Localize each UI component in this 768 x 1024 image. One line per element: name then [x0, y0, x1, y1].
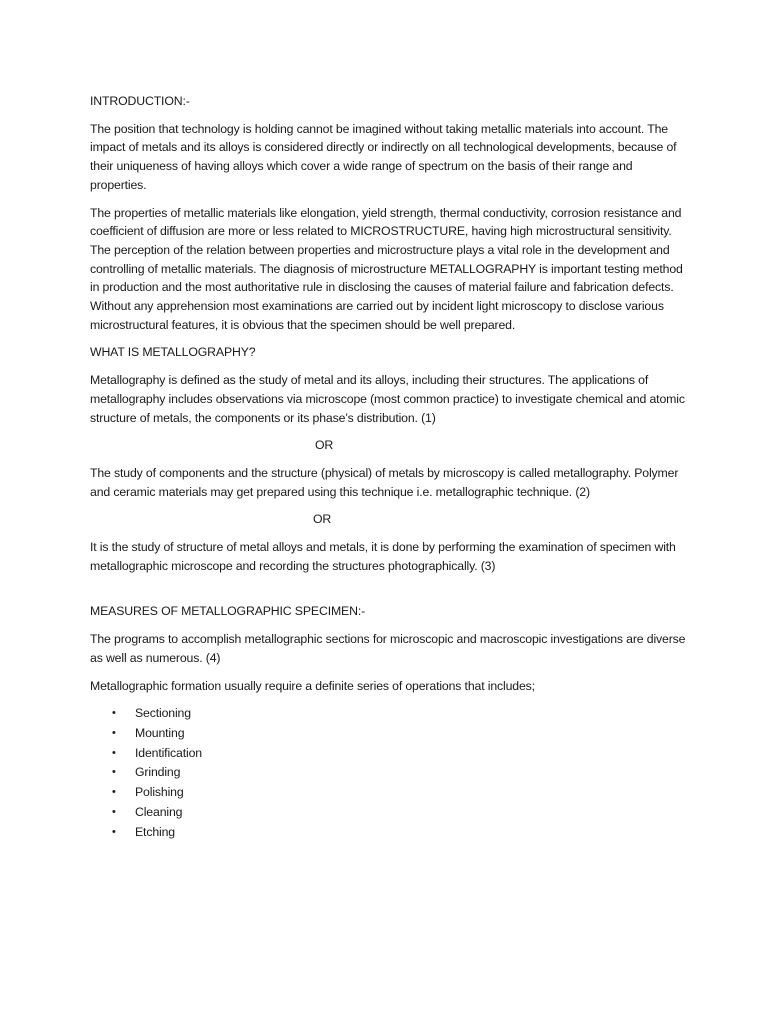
operation-label: Sectioning: [135, 706, 191, 721]
spacer: [90, 584, 690, 602]
operation-label: Grinding: [135, 765, 181, 780]
intro-paragraph-2: The properties of metallic materials like elongation, yield strength, thermal conductivity, corrosion resistance and coefficient of diffusion are more or less related to MICROSTRUCTURE, having high microstructural sensitivity. The perception of the relation between properties and microstructure plays a vital role in the development and controlling of metallic materials. The diagnosis of microstructure METALLOGRAPHY is important testing method in production and the most authoritative rule in disclosing the causes of material failure and fabrication defects. Without any apprehension most examinations are carried out by incident light microscopy to disclose various microstructural features, it is obvious that the specimen should be well prepared.: [90, 205, 683, 332]
list-item: [90, 783, 690, 803]
list-item: [90, 704, 690, 724]
bullet-icon: •: [112, 805, 116, 818]
bullet-icon: •: [112, 707, 116, 720]
intro-heading: INTRODUCTION:-: [90, 94, 190, 108]
measures-heading: MEASURES OF METALLOGRAPHIC SPECIMEN:-: [90, 604, 366, 619]
operation-label: Mounting: [135, 725, 185, 740]
operation-label: Cleaning: [135, 804, 183, 819]
document-page: [90, 92, 690, 842]
list-item: [90, 724, 690, 744]
list-item: [90, 763, 690, 783]
list-item: [90, 823, 690, 843]
or-separator-1: OR: [315, 438, 334, 453]
bullet-icon: •: [112, 766, 116, 779]
bullet-icon: •: [112, 746, 116, 759]
list-item: [90, 803, 690, 823]
intro-paragraph-1: The position that technology is holding cannot be imagined without taking metallic materials into account. The impact of metals and its alloys is considered directly or indirectly on all technological developments, because of their uniqueness of having alloys which cover a wide range of spectrum on the basis of their range and properties.: [90, 121, 677, 192]
definition-1: Metallography is defined as the study of metal and its alloys, including their structures. The applications of metallography includes observations via microscope (most common practice) to investigate chemical and atomic structure of metals, the components or its phase’s distribution. (1): [90, 373, 685, 425]
definition-3: It is the study of structure of metal alloys and metals, it is done by performing the examination of specimen with metallographic microscope and recording the structures photographically. (3): [90, 540, 676, 573]
list-item: [90, 744, 690, 764]
measures-paragraph-2: Metallographic formation usually require a definite series of operations that includes;: [90, 678, 535, 693]
operation-label: Polishing: [135, 785, 184, 800]
what-is-metallography-heading: WHAT IS METALLOGRAPHY?: [90, 345, 256, 360]
operations-list: [90, 704, 690, 842]
bullet-icon: •: [112, 825, 116, 838]
operation-label: Etching: [135, 824, 175, 839]
measures-paragraph-1: The programs to accomplish metallographic sections for microscopic and macroscopic investigations are diverse as well as numerous. (4): [90, 632, 686, 665]
or-separator-2: OR: [313, 512, 332, 527]
bullet-icon: •: [112, 726, 116, 739]
bullet-icon: •: [112, 786, 116, 799]
operation-label: Identification: [135, 745, 202, 760]
definition-2: The study of components and the structure (physical) of metals by microscopy is called metallography. Polymer and ceramic materials may get prepared using this technique i.e. metallographic technique. (2): [90, 465, 679, 499]
